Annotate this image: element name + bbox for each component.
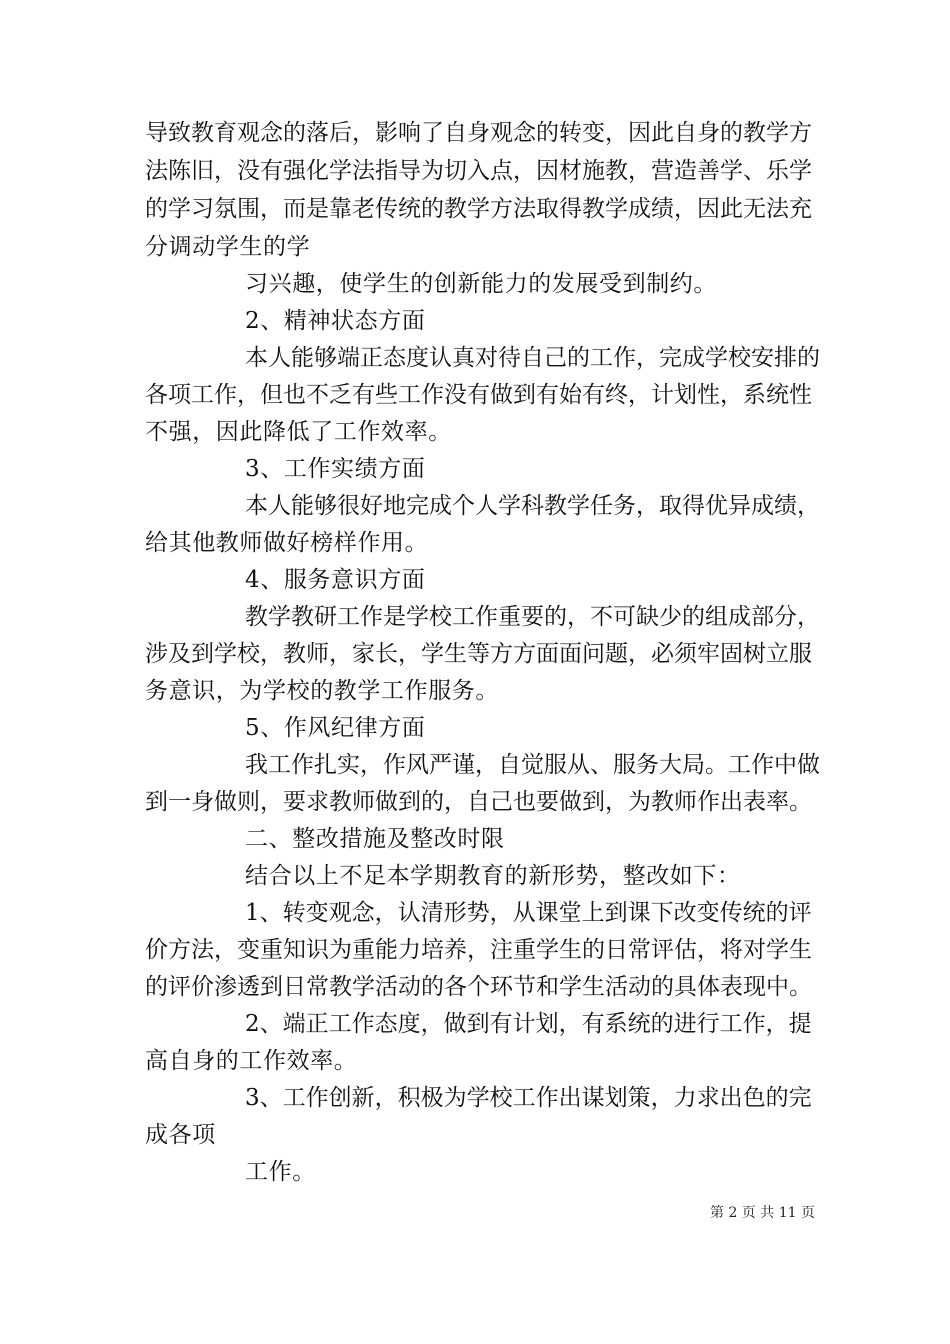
paragraph-line: 导致教育观念的落后，影响了自身观念的转变，因此自身的教学方 xyxy=(145,120,812,146)
paragraph-line: 本人能够端正态度认真对待自己的工作，完成学校安排的 xyxy=(245,345,820,371)
section-heading: 5、作风纪律方面 xyxy=(245,715,426,741)
paragraph-line: 的学习氛围，而是靠老传统的教学方法取得教学成绩，因此无法充 xyxy=(145,196,812,222)
paragraph-line: 分调动学生的学 xyxy=(145,234,311,260)
paragraph-line: 工作。 xyxy=(245,1159,316,1185)
paragraph-line: 本人能够很好地完成个人学科教学任务，取得优异成绩， xyxy=(245,493,820,519)
paragraph-line: 成各项 xyxy=(145,1122,216,1148)
paragraph-line: 的评价渗透到日常教学活动的各个环节和学生活动的具体表现中。 xyxy=(145,974,812,1000)
paragraph-line: 价方法，变重知识为重能力培养，注重学生的日常评估，将对学生 xyxy=(145,937,812,963)
paragraph-line: 务意识，为学校的教学工作服务。 xyxy=(145,678,499,704)
paragraph-line: 我工作扎实，作风严谨，自觉服从、服务大局。工作中做 xyxy=(245,752,820,778)
page-number: 第 2 页 共 11 页 xyxy=(710,1205,815,1221)
paragraph-line: 给其他教师做好榜样作用。 xyxy=(145,530,429,556)
section-heading: 3、工作实绩方面 xyxy=(245,456,426,482)
paragraph-line: 各项工作，但也不乏有些工作没有做到有始有终，计划性，系统性 xyxy=(145,382,812,408)
paragraph-line: 3、工作创新，积极为学校工作出谋划策，力求出色的完 xyxy=(245,1085,812,1111)
paragraph-line: 教学教研工作是学校工作重要的，不可缺少的组成部分， xyxy=(245,604,820,630)
paragraph-line: 2、端正工作态度，做到有计划，有系统的进行工作，提 xyxy=(245,1011,812,1037)
paragraph-line: 高自身的工作效率。 xyxy=(145,1048,358,1074)
paragraph-line: 习兴趣，使学生的创新能力的发展受到制约。 xyxy=(245,271,717,297)
paragraph-line: 1、转变观念，认清形势，从课堂上到课下改变传统的评 xyxy=(245,900,812,926)
section-heading: 2、精神状态方面 xyxy=(245,308,426,334)
paragraph-line: 到一身做则，要求教师做到的，自己也要做到，为教师作出表率。 xyxy=(145,789,812,815)
paragraph-line: 涉及到学校，教师，家长，学生等方方面面问题，必须牢固树立服 xyxy=(145,641,812,667)
paragraph-line: 不强，因此降低了工作效率。 xyxy=(145,419,452,445)
paragraph-line: 结合以上不足本学期教育的新形势，整改如下： xyxy=(245,863,741,889)
section-heading: 4、服务意识方面 xyxy=(245,567,426,593)
section-heading: 二、整改措施及整改时限 xyxy=(245,826,505,852)
paragraph-line: 法陈旧，没有强化学法指导为切入点，因材施教，营造善学、乐学 xyxy=(145,158,812,184)
